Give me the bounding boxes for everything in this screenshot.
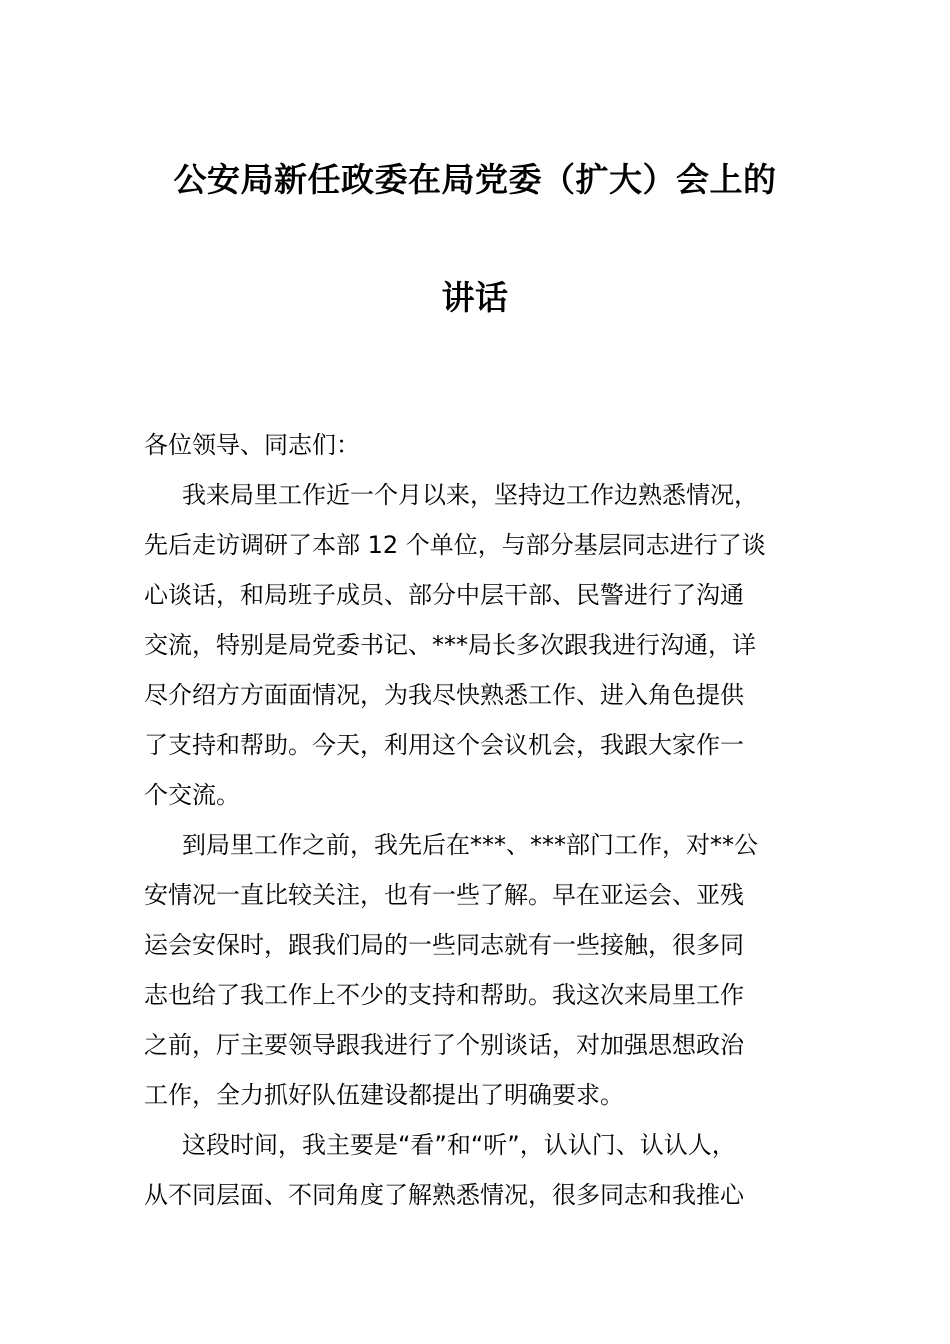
paragraph-1-line-6: 了支持和帮助。今天，利用这个会议机会，我跟大家作一: [144, 731, 744, 759]
paragraph-2-line-6: 工作，全力抓好队伍建设都提出了明确要求。: [144, 1081, 624, 1109]
paragraph-2-line-5: 之前，厅主要领导跟我进行了个别谈话，对加强思想政治: [144, 1031, 744, 1059]
document-body: [144, 420, 814, 1220]
paragraph-2-line-4: 志也给了我工作上不少的支持和帮助。我这次来局里工作: [144, 981, 744, 1009]
paragraph-1-line-3: 心谈话，和局班子成员、部分中层干部、民警进行了沟通: [144, 581, 744, 609]
paragraph-2-line-2: 安情况一直比较关注，也有一些了解。早在亚运会、亚残: [144, 881, 744, 909]
paragraph-2-line-1: 到局里工作之前，我先后在***、***部门工作，对**公: [182, 831, 758, 859]
paragraph-1-line-1: 我来局里工作近一个月以来，坚持边工作边熟悉情况，: [182, 481, 758, 509]
paragraph-2-line-3: 运会安保时，跟我们局的一些同志就有一些接触，很多同: [144, 931, 744, 959]
greeting-line: 各位领导、同志们：: [144, 431, 360, 459]
paragraph-1-line-7: 个交流。: [144, 781, 240, 809]
paragraph-3-line-1: 这段时间，我主要是“看”和“听”，认认门、认认人，: [182, 1131, 736, 1159]
paragraph-3-line-2: 从不同层面、不同角度了解熟悉情况，很多同志和我推心: [144, 1181, 744, 1209]
paragraph-1-line-4: 交流，特别是局党委书记、***局长多次跟我进行沟通，详: [144, 631, 756, 659]
paragraph-1-line-2: 先后走访调研了本部 12 个单位，与部分基层同志进行了谈: [144, 531, 766, 559]
document-title-line-2: 讲话: [441, 278, 509, 317]
paragraph-1-line-5: 尽介绍方方面面情况，为我尽快熟悉工作、进入角色提供: [144, 681, 744, 709]
document-title-line-1: 公安局新任政委在局党委（扩大）会上的: [173, 160, 777, 199]
